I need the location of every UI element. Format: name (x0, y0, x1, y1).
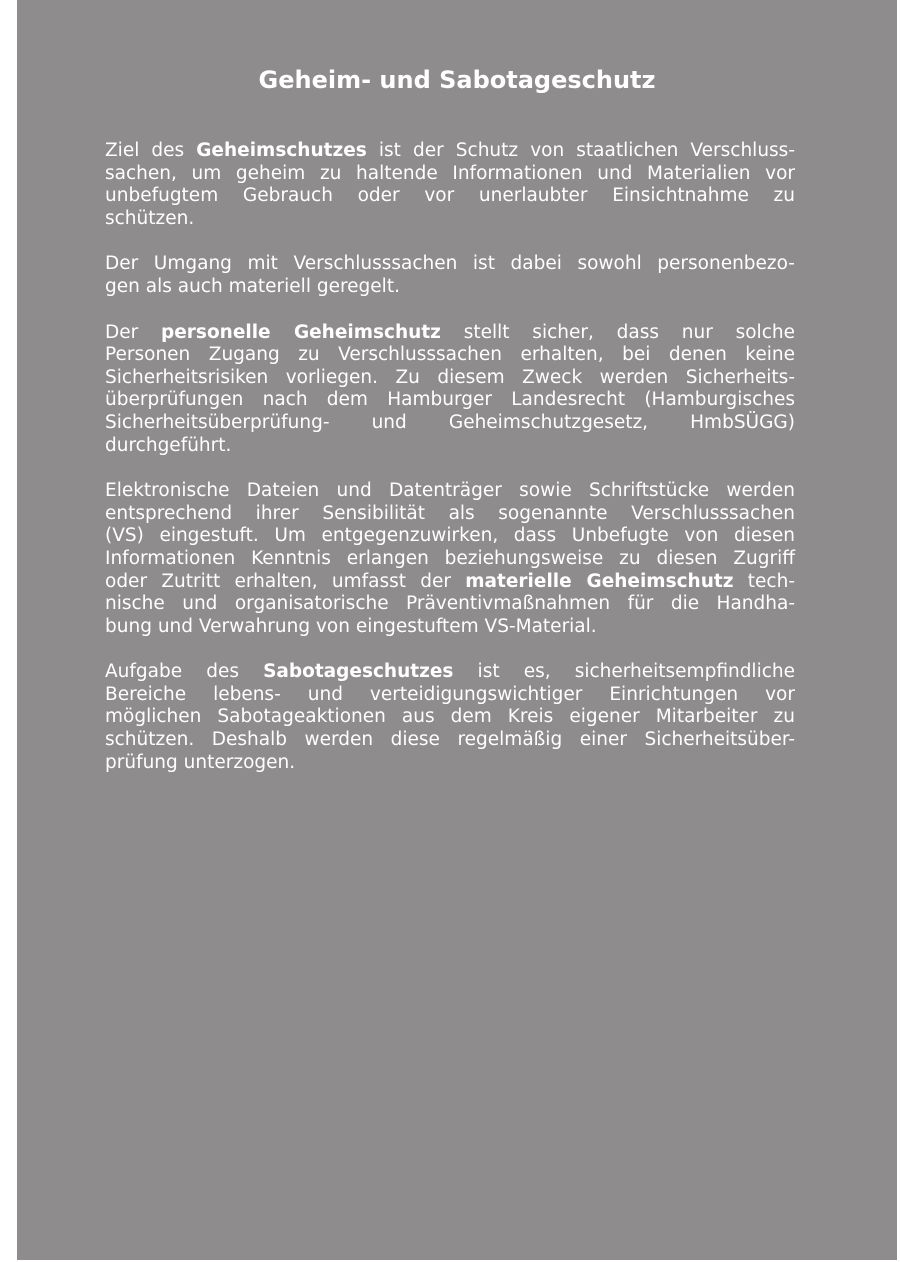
document-title: Geheim- und Sabotageschutz (258, 66, 656, 94)
text-run: schützen. Deshalb werden diese regelmäßig einer Sicherheitsüber- (105, 729, 795, 751)
text-run: Sicherheitsüberprüfung- und Geheimschutzgesetz, HmbSÜGG) (105, 411, 795, 433)
text-run: unbefugtem Gebrauch oder vor unerlaubter Einsichtnahme zu (105, 185, 795, 207)
text-run: Der Umgang mit Verschlusssachen ist dabei sowohl personenbezo- (105, 253, 795, 275)
paragraph-line (105, 435, 795, 458)
paragraph-line (105, 412, 795, 435)
paragraph-4 (105, 480, 795, 638)
paragraph-3 (105, 322, 795, 458)
text-run: möglichen Sabotageaktionen aus dem Kreis eigener Mitarbeiter zu (105, 706, 795, 728)
paragraph-line (105, 140, 795, 163)
text-run: schützen. (105, 207, 195, 229)
paragraph-line (105, 344, 795, 367)
text-run: (VS) eingestuft. Um entgegenzuwirken, dass Unbefugte von diesen (105, 525, 795, 547)
paragraph-line (105, 752, 795, 775)
paragraph-line (105, 503, 795, 526)
paragraph-line (105, 322, 795, 345)
bold-term: materielle Geheimschutz (465, 570, 734, 592)
paragraph-line (105, 706, 795, 729)
bold-term: Sabotageschutzes (263, 661, 454, 683)
text-run: bung und Verwahrung von eingestuftem VS-Material. (105, 615, 597, 637)
text-run: ist es, sicherheitsempfindliche (453, 661, 795, 683)
paragraph-line (105, 684, 795, 707)
text-run: oder Zutritt erhalten, umfasst der (105, 570, 466, 592)
document-page (17, 0, 897, 1260)
text-run: tech- (733, 570, 795, 592)
text-run: Informationen Kenntnis erlangen beziehungsweise zu diesen Zugriff (105, 547, 795, 569)
text-run: nische und organisatorische Präventivmaßnahmen für die Handha- (105, 593, 795, 615)
paragraph-line (105, 548, 795, 571)
bold-term: Geheimschutzes (196, 140, 367, 161)
paragraph-2 (105, 253, 795, 298)
paragraph-line (105, 729, 795, 752)
text-run: prüfung unterzogen. (105, 751, 296, 773)
text-run: überprüfungen nach dem Hamburger Landesrecht (Hamburgisches (105, 389, 795, 411)
text-run: Aufgabe des (105, 661, 264, 683)
text-run: entsprechend ihrer Sensibilität als sogenannte Verschlusssachen (105, 502, 795, 524)
bold-term: personelle Geheimschutz (161, 321, 441, 343)
text-run: sachen, um geheim zu haltende Informationen und Materialien vor (105, 162, 795, 184)
paragraph-line (105, 208, 795, 231)
paragraph-line (105, 661, 795, 684)
paragraph-1 (105, 140, 795, 230)
text-run: durchgeführt. (105, 434, 232, 456)
text-run: ist der Schutz von staatlichen Verschluss- (366, 140, 795, 161)
text-run: Bereiche lebens- und verteidigungswichtiger Einrichtungen vor (105, 683, 795, 705)
paragraph-line (105, 163, 795, 186)
text-run: gen als auch materiell geregelt. (105, 275, 400, 297)
paragraph-5 (105, 661, 795, 774)
paragraph-line (105, 480, 795, 503)
text-run: Personen Zugang zu Verschlusssachen erhalten, bei denen keine (105, 344, 795, 366)
paragraph-line (105, 525, 795, 548)
document-body (105, 140, 795, 797)
paragraph-line (105, 389, 795, 412)
paragraph-line (105, 367, 795, 390)
paragraph-line (105, 185, 795, 208)
text-run: Ziel des (105, 140, 197, 161)
text-run: Elektronische Dateien und Datenträger sowie Schriftstücke werden (105, 480, 795, 502)
paragraph-line (105, 593, 795, 616)
text-run: Der (105, 321, 162, 343)
text-run: stellt sicher, dass nur solche (440, 321, 795, 343)
paragraph-line (105, 276, 795, 299)
paragraph-line (105, 616, 795, 639)
paragraph-line (105, 571, 795, 594)
text-run: Sicherheitsrisiken vorliegen. Zu diesem Zweck werden Sicherheits- (105, 366, 795, 388)
paragraph-line (105, 253, 795, 276)
